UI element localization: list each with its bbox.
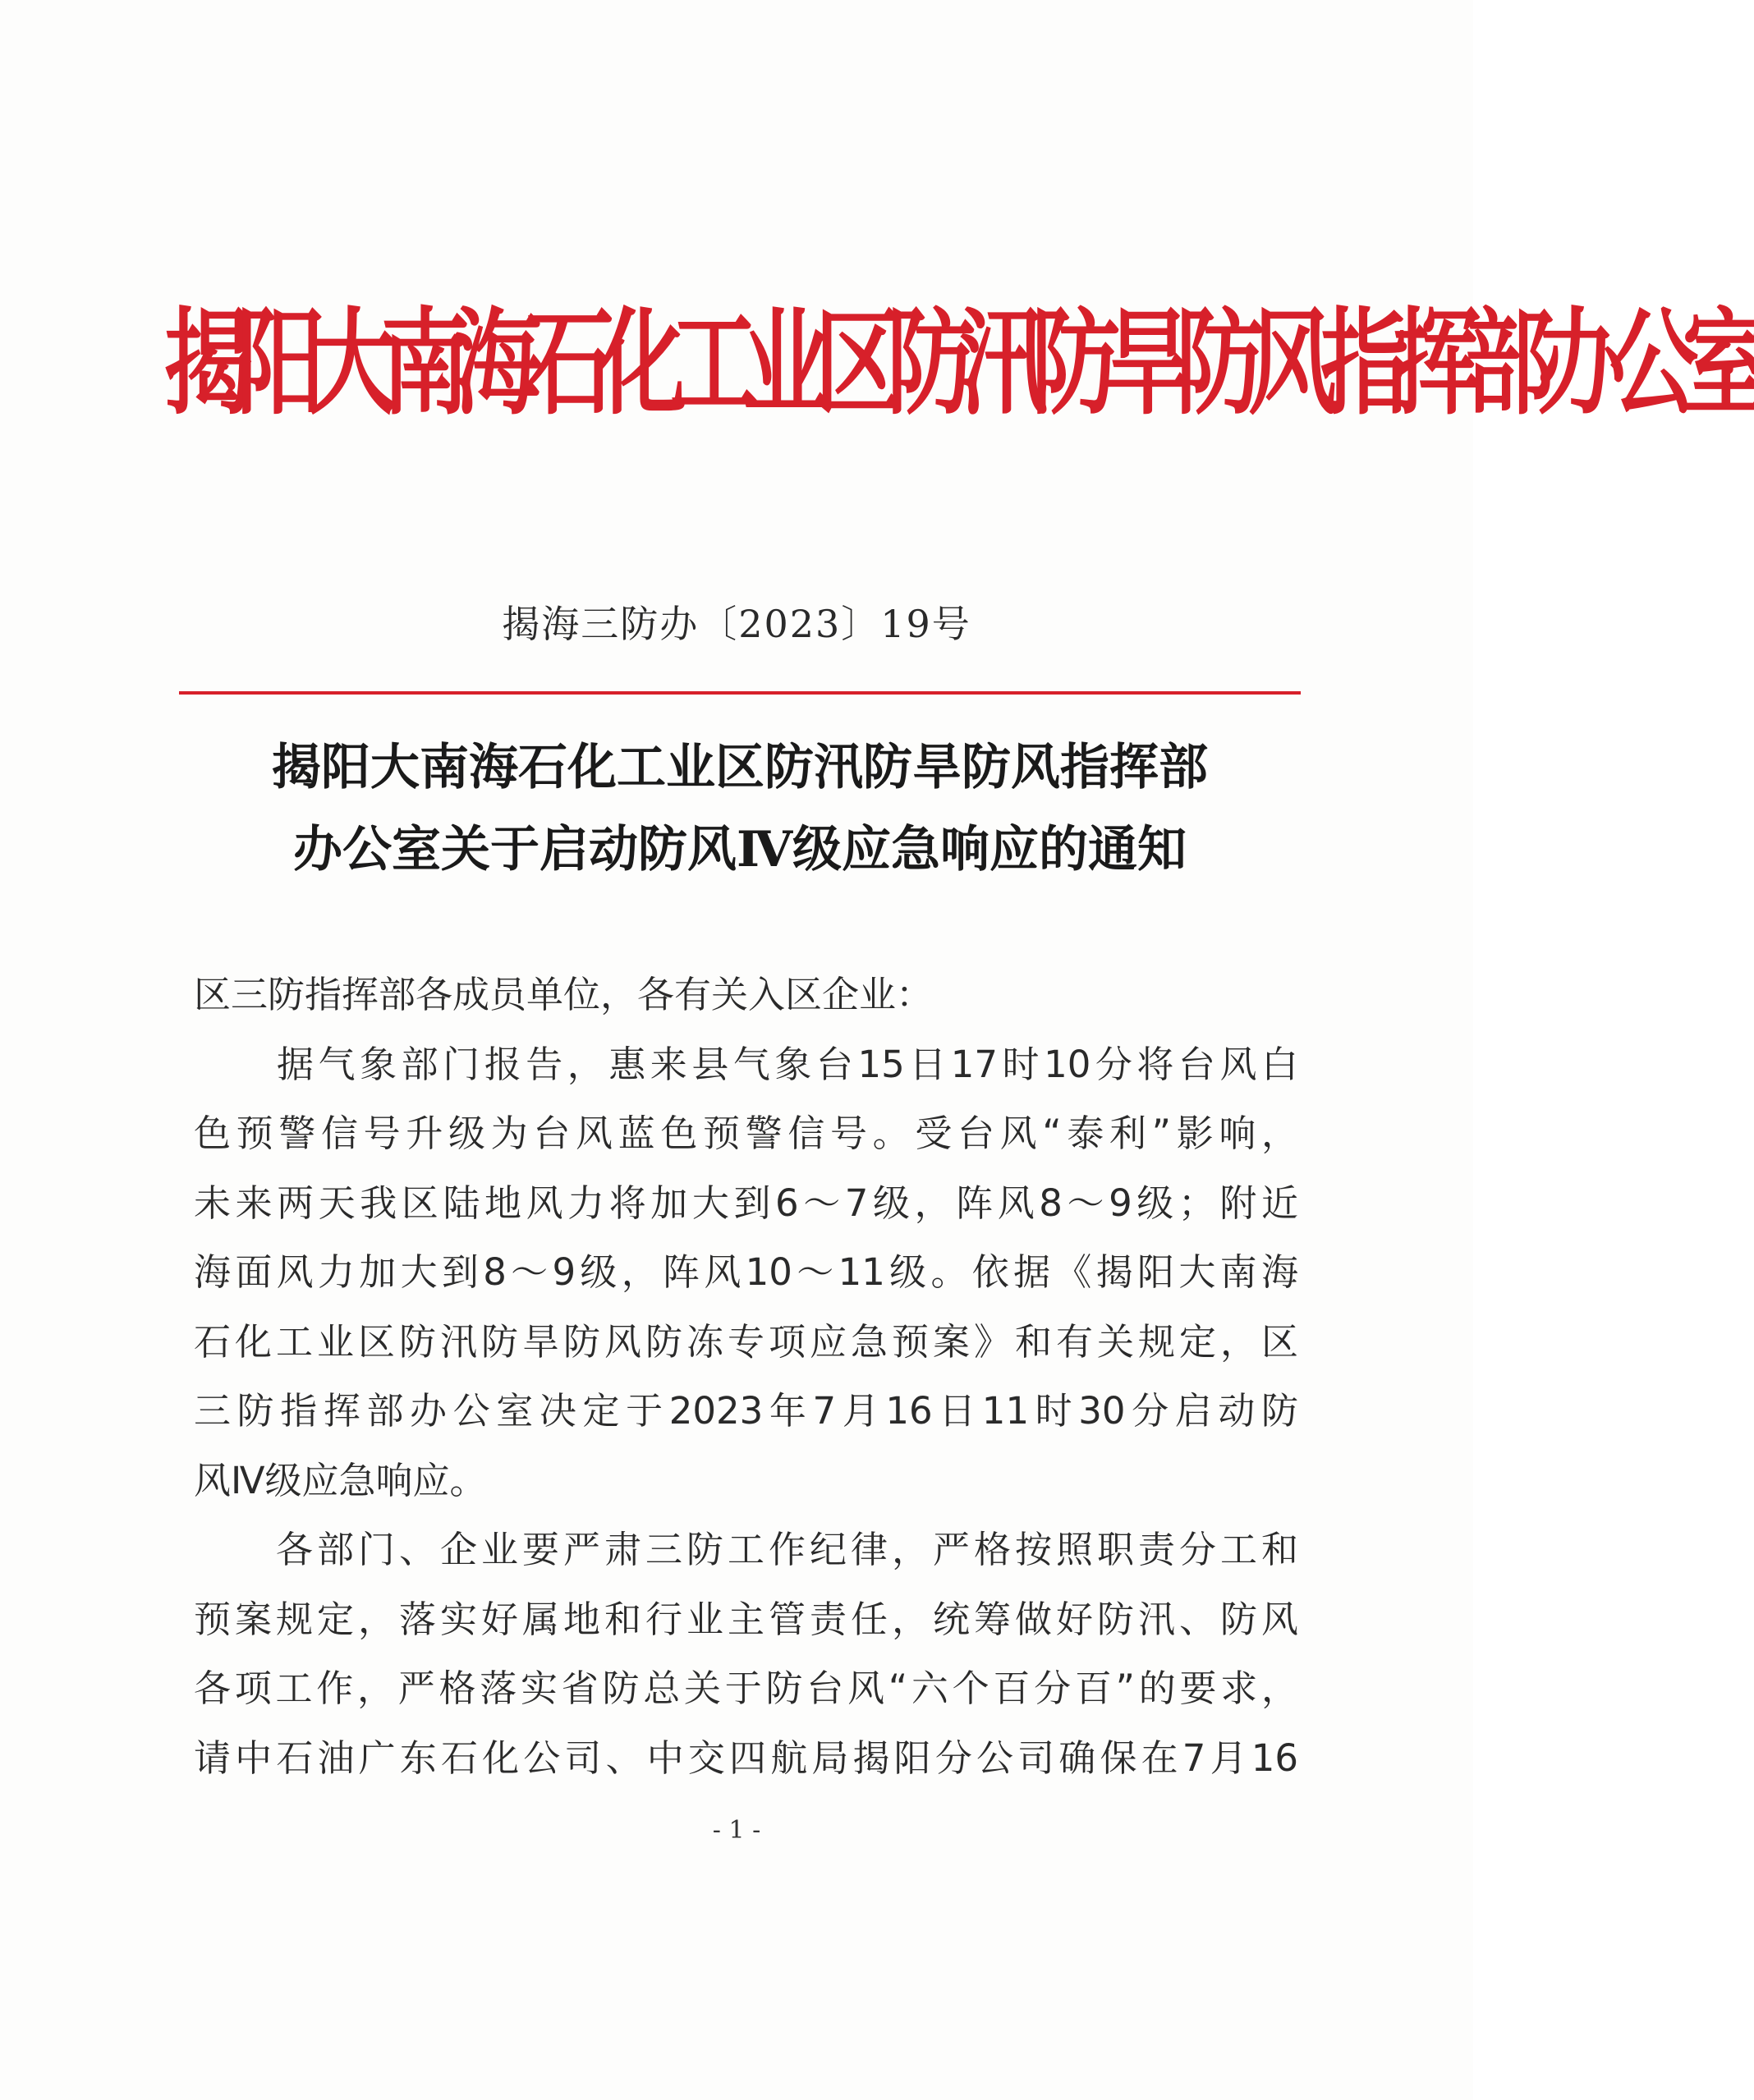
paragraph-1-line: 三防指挥部办公室决定于2023年7月16日11时30分启动防 bbox=[194, 1389, 1298, 1433]
paragraph-1-line: 海面风力加大到8～9级，阵风10～11级。依据《揭阳大南海 bbox=[194, 1250, 1298, 1294]
issuing-organization-header: 揭阳大南海石化工业区防汛防旱防风指挥部办公室 bbox=[164, 296, 1754, 431]
document-number: 揭海三防办〔2023〕19号 bbox=[502, 602, 971, 646]
salutation: 区三防指挥部各成员单位，各有关入区企业： bbox=[194, 973, 934, 1016]
paragraph-1-line: 石化工业区防汛防旱防风防冻专项应急预案》和有关规定，区 bbox=[194, 1319, 1298, 1364]
paragraph-2-line: 各部门、企业要严肃三防工作纪律，严格按照职责分工和 bbox=[194, 1528, 1298, 1571]
paragraph-2-line: 请中石油广东石化公司、中交四航局揭阳分公司确保在7月16 bbox=[194, 1735, 1298, 1780]
paragraph-1-line: 风Ⅳ级应急响应。 bbox=[194, 1458, 487, 1502]
document-title bbox=[179, 727, 1301, 891]
document-body bbox=[194, 961, 1298, 1793]
paragraph-2-line: 各项工作，严格落实省防总关于防台风“六个百分百”的要求， bbox=[194, 1667, 1298, 1710]
paragraph-2-line: 预案规定，落实好属地和行业主管责任，统筹做好防汛、防风 bbox=[194, 1597, 1298, 1641]
red-divider-line bbox=[179, 691, 1301, 695]
title-line-2: 办公室关于启动防风Ⅳ级应急响应的通知 bbox=[292, 821, 1187, 878]
paragraph-1-line: 据气象部门报告，惠来县气象台15日17时10分将台风白 bbox=[194, 1042, 1298, 1086]
paragraph-1-line: 色预警信号升级为台风蓝色预警信号。受台风“泰利”影响， bbox=[194, 1112, 1298, 1155]
page-number: - 1 - bbox=[712, 1816, 761, 1845]
paragraph-1-line: 未来两天我区陆地风力将加大到6～7级，阵风8～9级；附近 bbox=[194, 1181, 1298, 1225]
title-line-1: 揭阳大南海石化工业区防汛防旱防风指挥部 bbox=[272, 739, 1208, 796]
